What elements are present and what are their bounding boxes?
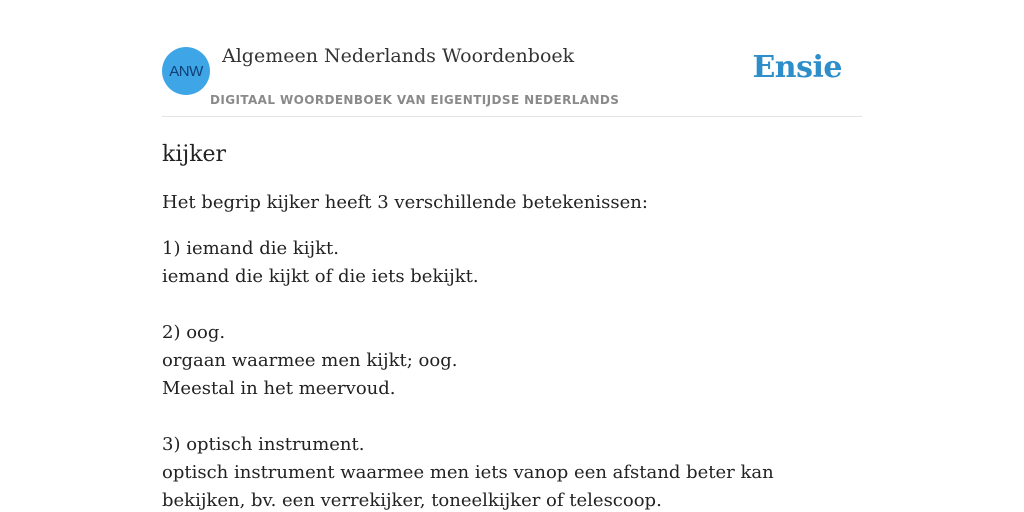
site-header [162, 0, 862, 117]
entry-word: kijker [162, 142, 227, 167]
meaning-heading: 3) optisch instrument. [162, 434, 365, 455]
ensie-brand-link[interactable]: Ensie [752, 50, 842, 85]
meaning-item [162, 319, 862, 403]
meaning-heading: 1) iemand die kijkt. [162, 238, 340, 259]
site-title[interactable]: Algemeen Nederlands Woordenboek [222, 45, 575, 67]
anw-logo[interactable] [162, 47, 210, 95]
anw-logo-text: ANW [169, 62, 203, 80]
entry-intro: Het begrip kijker heeft 3 verschillende betekenissen: [162, 192, 648, 213]
meaning-note: Meestal in het meervoud. [162, 378, 396, 399]
meanings-list [162, 235, 862, 512]
meaning-definition: iemand die kijkt of die iets bekijkt. [162, 266, 479, 287]
meaning-definition: orgaan waarmee men kijkt; oog. [162, 350, 458, 371]
meaning-item [162, 431, 862, 512]
meaning-heading: 2) oog. [162, 322, 226, 343]
site-subtitle: DIGITAAL WOORDENBOEK VAN EIGENTIJDSE NEDERLANDS [210, 93, 620, 107]
entry-content [162, 136, 862, 512]
meaning-definition: optisch instrument waarmee men iets vanop een afstand beter kan bekijken, bv. een verrekijker, toneelkijker of telescoop. [162, 462, 774, 511]
meaning-item [162, 235, 862, 291]
